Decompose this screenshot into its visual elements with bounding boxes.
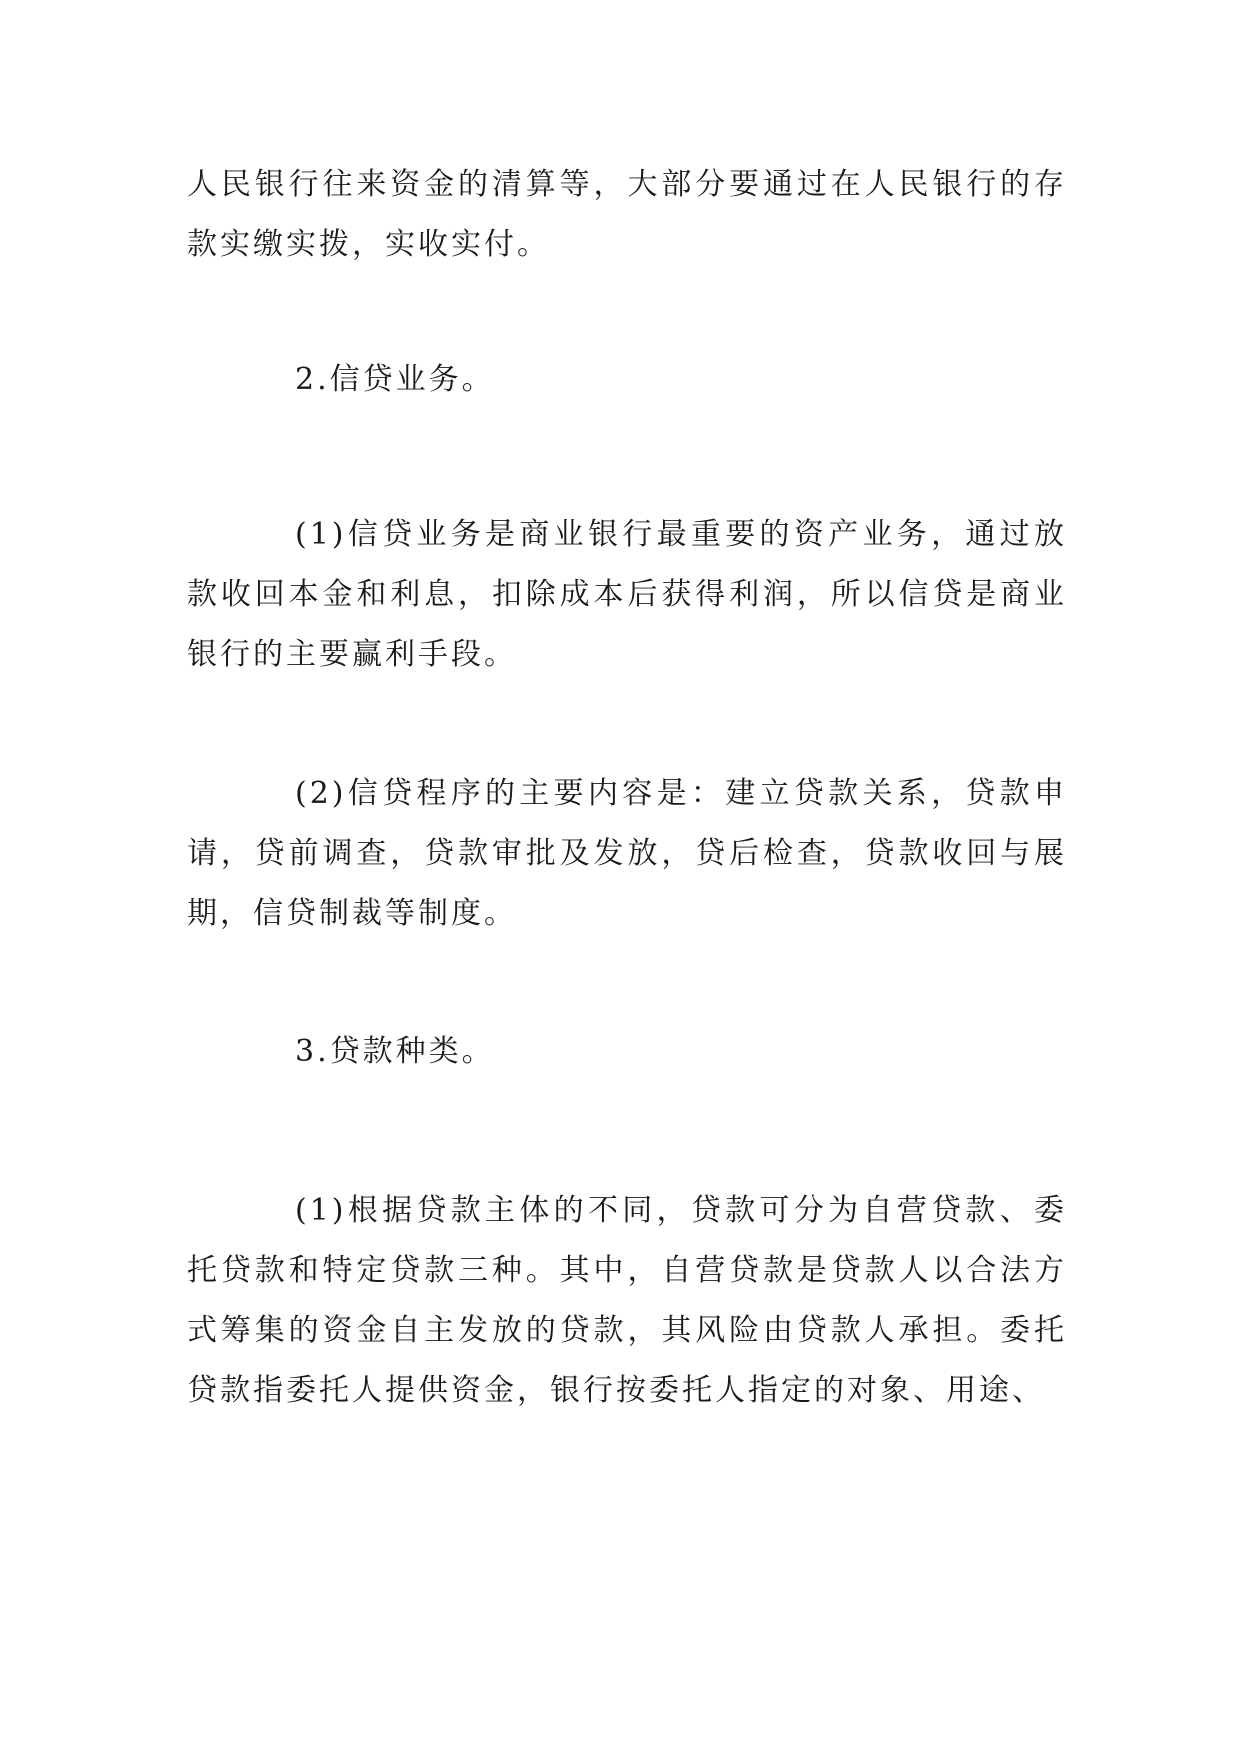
paragraph-continuation: 人民银行往来资金的清算等，大部分要通过在人民银行的存款实缴实拨，实收实付。 xyxy=(187,167,1067,262)
section-heading-credit-business: 2.信贷业务。 xyxy=(295,362,495,397)
paragraph-loan-types-1: (1)根据贷款主体的不同，贷款可分为自营贷款、委托贷款和特定贷款三种。其中，自营贷款是贷款人以合法方式筹集的资金自主发放的贷款，其风险由贷款人承担。委托贷款指委托人提供资金，银行按委托人指定的对象、用途、 xyxy=(187,1193,1067,1408)
paragraph-credit-procedure-2: (2)信贷程序的主要内容是：建立贷款关系，贷款申请，贷前调查，贷款审批及发放，贷后检查，贷款收回与展期，信贷制裁等制度。 xyxy=(187,776,1067,931)
paragraph-credit-business-1: (1)信贷业务是商业银行最重要的资产业务，通过放款收回本金和利息，扣除成本后获得利润，所以信贷是商业银行的主要赢利手段。 xyxy=(187,517,1067,672)
section-heading-loan-types: 3.贷款种类。 xyxy=(295,1034,495,1069)
